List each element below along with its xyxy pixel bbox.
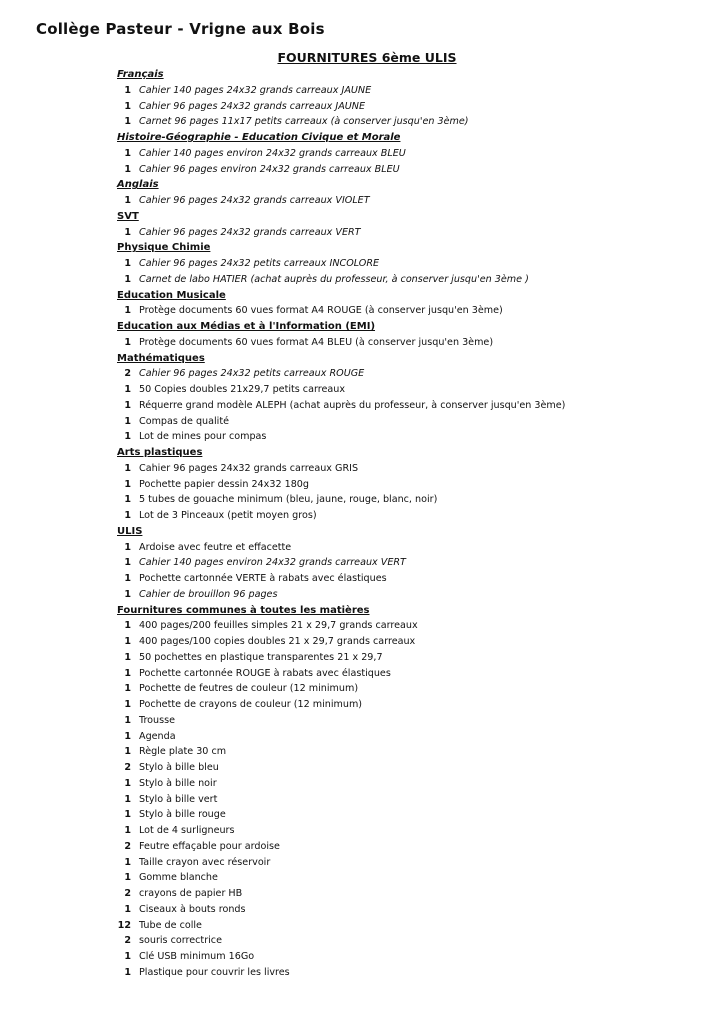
list-item bbox=[117, 555, 677, 571]
list-item bbox=[117, 83, 677, 99]
item-quantity: 1 bbox=[124, 667, 131, 679]
item-quantity: 1 bbox=[124, 273, 131, 285]
item-description: Carnet de labo HATIER (achat auprès du professeur, à conserver jusqu'en 3ème ) bbox=[139, 273, 529, 285]
list-item bbox=[117, 272, 677, 288]
list-item bbox=[117, 540, 677, 556]
item-description: Cahier 96 pages 24x32 grands carreaux GRIS bbox=[139, 462, 359, 474]
item-description: Cahier 96 pages environ 24x32 grands carreaux BLEU bbox=[139, 163, 400, 175]
list-item bbox=[117, 744, 677, 760]
item-quantity: 2 bbox=[124, 840, 131, 852]
item-description: Cahier 140 pages 24x32 grands carreaux JAUNE bbox=[139, 84, 372, 96]
item-quantity: 1 bbox=[124, 226, 131, 238]
section-heading: Histoire-Géographie - Education Civique et Morale bbox=[117, 132, 401, 143]
item-quantity: 1 bbox=[124, 620, 131, 632]
item-description: Plastique pour couvrir les livres bbox=[139, 966, 290, 978]
list-item bbox=[117, 571, 677, 587]
list-item bbox=[117, 776, 677, 792]
item-description: Lot de 3 Pinceaux (petit moyen gros) bbox=[139, 510, 317, 521]
item-description: Pochette papier dessin 24x32 180g bbox=[139, 478, 309, 490]
school-name: Collège Pasteur - Vrigne aux Bois bbox=[36, 20, 325, 38]
list-item bbox=[117, 193, 677, 209]
list-item bbox=[117, 697, 677, 713]
list-item bbox=[117, 807, 677, 823]
list-item bbox=[117, 146, 677, 162]
item-quantity: 1 bbox=[124, 636, 131, 647]
item-quantity: 1 bbox=[124, 415, 131, 427]
list-item bbox=[117, 114, 677, 130]
section-heading: Anglais bbox=[117, 179, 159, 191]
item-quantity: 1 bbox=[124, 462, 131, 474]
item-description: Tube de colle bbox=[139, 919, 202, 931]
item-description: Trousse bbox=[139, 714, 176, 726]
section-heading: SVT bbox=[117, 210, 139, 222]
item-description: 5 tubes de gouache minimum (bleu, jaune, rouge, blanc, noir) bbox=[139, 494, 438, 506]
item-quantity: 1 bbox=[124, 100, 131, 112]
item-description: Stylo à bille rouge bbox=[139, 809, 226, 821]
item-description: Pochette cartonnée VERTE à rabats avec élastiques bbox=[139, 573, 387, 584]
list-item bbox=[117, 886, 677, 902]
item-description: Clé USB minimum 16Go bbox=[139, 951, 255, 962]
section-heading: Français bbox=[117, 69, 164, 80]
list-item bbox=[117, 839, 677, 855]
item-quantity: 2 bbox=[124, 762, 131, 773]
item-description: Cahier 96 pages 24x32 grands carreaux JAUNE bbox=[139, 100, 366, 112]
item-description: Cahier 96 pages 24x32 petits carreaux ROUGE bbox=[139, 368, 365, 380]
section-heading: ULIS bbox=[117, 525, 143, 537]
item-description: 400 pages/200 feuilles simples 21 x 29,7 grands carreaux bbox=[139, 620, 418, 632]
item-quantity: 1 bbox=[124, 510, 131, 521]
item-description: Compas de qualité bbox=[139, 415, 230, 427]
list-item bbox=[117, 256, 677, 272]
item-quantity: 1 bbox=[124, 730, 131, 742]
item-quantity: 1 bbox=[124, 384, 131, 395]
item-description: Stylo à bille vert bbox=[139, 793, 218, 805]
item-description: 50 pochettes en plastique transparentes 21 x 29,7 bbox=[139, 651, 383, 663]
section-heading: Education Musicale bbox=[117, 289, 226, 301]
list-item bbox=[117, 225, 677, 241]
item-quantity: 2 bbox=[124, 888, 131, 899]
item-description: Règle plate 30 cm bbox=[139, 746, 227, 758]
item-description: Lot de mines pour compas bbox=[139, 431, 267, 443]
item-quantity: 1 bbox=[124, 431, 131, 443]
list-item bbox=[117, 398, 677, 414]
section-heading: Fournitures communes à toutes les matières bbox=[117, 604, 370, 616]
item-description: Protège documents 60 vues format A4 ROUGE (à conserver jusqu'en 3ème) bbox=[139, 305, 503, 317]
item-quantity: 1 bbox=[124, 336, 131, 348]
item-description: Cahier de brouillon 96 pages bbox=[139, 588, 278, 600]
list-item bbox=[117, 587, 677, 603]
list-item bbox=[117, 918, 677, 934]
item-description: Cahier 96 pages 24x32 petits carreaux INCOLORE bbox=[139, 258, 380, 269]
item-description: Pochette cartonnée ROUGE à rabats avec élastiques bbox=[139, 667, 391, 679]
item-quantity: 1 bbox=[124, 746, 131, 758]
item-description: Feutre effaçable pour ardoise bbox=[139, 840, 280, 852]
item-quantity: 1 bbox=[124, 793, 131, 805]
item-description: Lot de 4 surligneurs bbox=[139, 825, 235, 836]
list-item bbox=[117, 855, 677, 871]
item-quantity: 1 bbox=[124, 557, 131, 569]
item-quantity: 1 bbox=[124, 258, 131, 269]
list-item bbox=[117, 303, 677, 319]
item-quantity: 1 bbox=[124, 699, 131, 710]
item-description: Cahier 96 pages 24x32 grands carreaux VERT bbox=[139, 226, 361, 238]
item-quantity: 1 bbox=[124, 494, 131, 506]
list-item bbox=[117, 382, 677, 398]
list-item bbox=[117, 949, 677, 965]
document-title: FOURNITURES 6ème ULIS bbox=[277, 50, 457, 65]
item-quantity: 1 bbox=[124, 777, 131, 789]
list-item bbox=[117, 162, 677, 178]
list-item bbox=[117, 666, 677, 682]
item-description: 400 pages/100 copies doubles 21 x 29,7 grands carreaux bbox=[139, 636, 416, 647]
item-quantity: 1 bbox=[124, 147, 131, 159]
list-item bbox=[117, 902, 677, 918]
list-item bbox=[117, 414, 677, 430]
section-heading: Physique Chimie bbox=[117, 242, 211, 254]
list-item bbox=[117, 461, 677, 477]
item-quantity: 1 bbox=[124, 478, 131, 490]
item-quantity: 1 bbox=[124, 195, 131, 206]
list-item bbox=[117, 492, 677, 508]
item-quantity: 1 bbox=[124, 163, 131, 175]
item-quantity: 1 bbox=[124, 573, 131, 584]
item-description: souris correctrice bbox=[139, 935, 222, 947]
item-quantity: 1 bbox=[124, 399, 131, 411]
item-description: Pochette de crayons de couleur (12 minimum) bbox=[139, 699, 363, 710]
supply-list bbox=[117, 67, 677, 981]
item-description: Pochette de feutres de couleur (12 minimum) bbox=[139, 683, 359, 695]
list-item bbox=[117, 335, 677, 351]
item-description: Cahier 96 pages 24x32 grands carreaux VIOLET bbox=[139, 195, 370, 206]
item-quantity: 1 bbox=[124, 305, 131, 317]
item-quantity: 1 bbox=[124, 825, 131, 836]
item-quantity: 1 bbox=[124, 966, 131, 978]
item-quantity: 2 bbox=[124, 935, 131, 947]
item-description: crayons de papier HB bbox=[139, 888, 243, 899]
list-item bbox=[117, 792, 677, 808]
item-description: 50 Copies doubles 21x29,7 petits carreaux bbox=[139, 384, 346, 395]
item-quantity: 1 bbox=[124, 84, 131, 96]
list-item bbox=[117, 618, 677, 634]
list-item bbox=[117, 477, 677, 493]
list-item bbox=[117, 965, 677, 981]
item-quantity: 1 bbox=[124, 651, 131, 663]
item-description: Ardoise avec feutre et effacette bbox=[139, 541, 292, 553]
list-item bbox=[117, 823, 677, 839]
list-item bbox=[117, 508, 677, 524]
item-description: Taille crayon avec réservoir bbox=[139, 856, 271, 868]
item-quantity: 1 bbox=[124, 856, 131, 868]
item-quantity: 1 bbox=[124, 541, 131, 553]
list-item bbox=[117, 933, 677, 949]
item-quantity: 1 bbox=[124, 903, 131, 915]
item-description: Ciseaux à bouts ronds bbox=[139, 903, 246, 915]
item-quantity: 1 bbox=[124, 588, 131, 600]
list-item bbox=[117, 729, 677, 745]
item-description: Gomme blanche bbox=[139, 872, 218, 884]
item-description: Carnet 96 pages 11x17 petits carreaux (à conserver jusqu'en 3ème) bbox=[139, 116, 469, 128]
list-item bbox=[117, 760, 677, 776]
item-description: Réquerre grand modèle ALEPH (achat auprès du professeur, à conserver jusqu'en 3ème) bbox=[139, 399, 566, 411]
item-description: Stylo à bille noir bbox=[139, 777, 217, 789]
item-description: Stylo à bille bleu bbox=[139, 762, 219, 773]
item-quantity: 1 bbox=[124, 951, 131, 962]
list-item bbox=[117, 650, 677, 666]
item-quantity: 1 bbox=[124, 714, 131, 726]
item-description: Cahier 140 pages environ 24x32 grands carreaux BLEU bbox=[139, 147, 406, 159]
item-quantity: 1 bbox=[124, 809, 131, 821]
list-item bbox=[117, 634, 677, 650]
list-item bbox=[117, 99, 677, 115]
section-heading: Education aux Médias et à l'Information (EMI) bbox=[117, 321, 376, 332]
section-heading: Arts plastiques bbox=[117, 447, 203, 458]
section-heading: Mathématiques bbox=[117, 352, 205, 364]
item-description: Protège documents 60 vues format A4 BLEU (à conserver jusqu'en 3ème) bbox=[139, 336, 494, 348]
item-quantity: 1 bbox=[124, 872, 131, 884]
list-item bbox=[117, 870, 677, 886]
item-quantity: 1 bbox=[124, 683, 131, 695]
item-quantity: 2 bbox=[124, 368, 131, 380]
item-description: Agenda bbox=[139, 730, 176, 742]
list-item bbox=[117, 681, 677, 697]
item-quantity: 12 bbox=[117, 919, 131, 931]
list-item bbox=[117, 713, 677, 729]
list-item bbox=[117, 429, 677, 445]
item-quantity: 1 bbox=[124, 116, 131, 128]
item-description: Cahier 140 pages environ 24x32 grands carreaux VERT bbox=[139, 557, 406, 569]
list-item bbox=[117, 366, 677, 382]
